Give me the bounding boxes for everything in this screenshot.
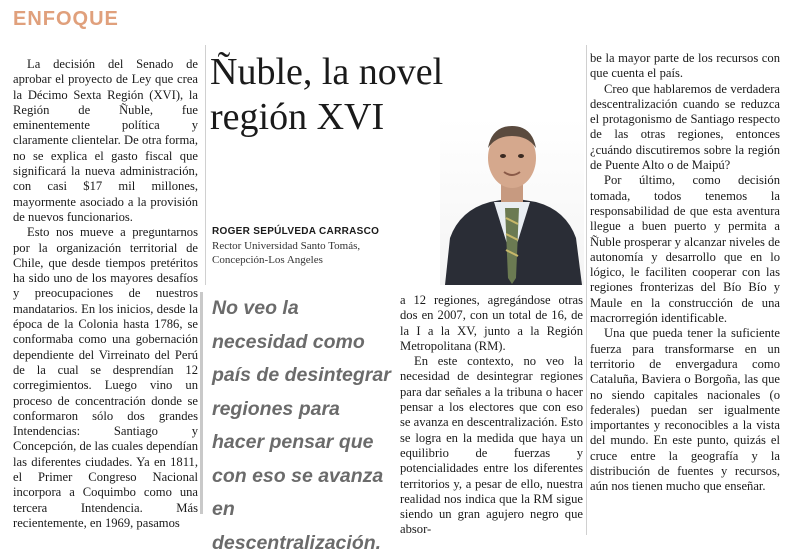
article-column-4	[590, 51, 780, 495]
paragraph: Creo que hablaremos de verdadera descentralización cuando se reduzca el protagonismo de Santiago respecto de las otras regiones, entonces ¿cuándo discutiremos sobre la región de Puente Alto o de Maipú?	[590, 81, 780, 173]
byline	[212, 226, 402, 267]
paragraph: En este contexto, no veo la necesidad de desintegrar regiones para dar señales a la tribuna o hacer pensar a los electores que con eso se avanza en descentralización. Esto se logra en la medida que haya un equilibrio de fuerzas y potencialidades entre los diferentes territorios y, a pesar de ello, nuestra realidad nos indica que la RM sigue siendo un gran agujero negro que absor-	[400, 354, 583, 537]
paragraph: Por último, como decisión tomada, todos tenemos la responsabilidad de que esta aventura llegue a buen puerto y permita a Ñuble prosperar y alcanzar niveles de autonomía y desarrollo que en lo lógico, le faciliten cooperar con las regiones fronterizas del Bío Bío y Maule en la construcción de una macrorregión identificable.	[590, 173, 780, 326]
author-role: Rector Universidad Santo Tomás, Concepción-Los Angeles	[212, 240, 361, 266]
article-column-1	[13, 57, 198, 531]
section-label: ENFOQUE	[13, 8, 119, 30]
pull-quote-bar	[200, 292, 203, 514]
paragraph: Una que pueda tener la suficiente fuerza para transformarse en un territorio de envergadura como Cataluña, Baviera o Borgoña, las que no siendo capitales nacionales (o federales) puedan ser igualmente importantes y reconocibles a la vista del mundo. En este punto, quizás el cruce entre la geografía y la distribución de fuentes y recursos, aún nos tienen mucho que enseñar.	[590, 326, 780, 494]
paragraph: Esto nos mueve a preguntarnos por la organización territorial de Chile, que desde tiempos pretéritos ha sido uno de los mayores desafíos y preocupaciones de nuestros mandatarios. En los inicios, desde la época de la Colonia hasta 1786, se conformaba como una gobernación dependiente del Virreinato del Perú de la cual se desprendían 12 corregimientos. Luego vino un proceso de concentración donde se conformaron sólo dos grandes Intendencias: Santiago y Concepción, de las cuales dependían las diferentes ciudades. Ya en 1811, el Primer Congreso Nacional incorpora a Coquimbo como una tercera Intendencia. Más recientemente, en 1969, pasamos	[13, 225, 198, 530]
column-divider	[586, 45, 587, 535]
column-divider	[205, 45, 206, 285]
author-name: ROGER SEPÚLVEDA CARRASCO	[212, 226, 380, 237]
pull-quote: No veo la necesidad como país de desintegrar regiones para hacer pensar que con eso se avanza en descentralización.	[212, 297, 391, 554]
paragraph: La decisión del Senado de aprobar el proyecto de Ley que crea la Décimo Sexta Región (XVI), la Región de Ñuble, fue eminentemente política y claramente clientelar. De otra forma, no se explica el gasto fiscal que significará la nueva administración, con casi $17 mil millones, mayormente asociado a la provisión de nuevos funcionarios.	[13, 57, 198, 224]
paragraph: be la mayor parte de los recursos con que cuenta el país.	[590, 51, 780, 81]
headline: Ñuble, la novel región XVI	[210, 51, 444, 138]
author-photo	[440, 118, 584, 285]
paragraph: a 12 regiones, agregándose otras dos en 2007, con un total de 16, de la I a la XV, junto a la Región Metropolitana (RM).	[400, 293, 583, 353]
article-column-3	[400, 293, 583, 538]
